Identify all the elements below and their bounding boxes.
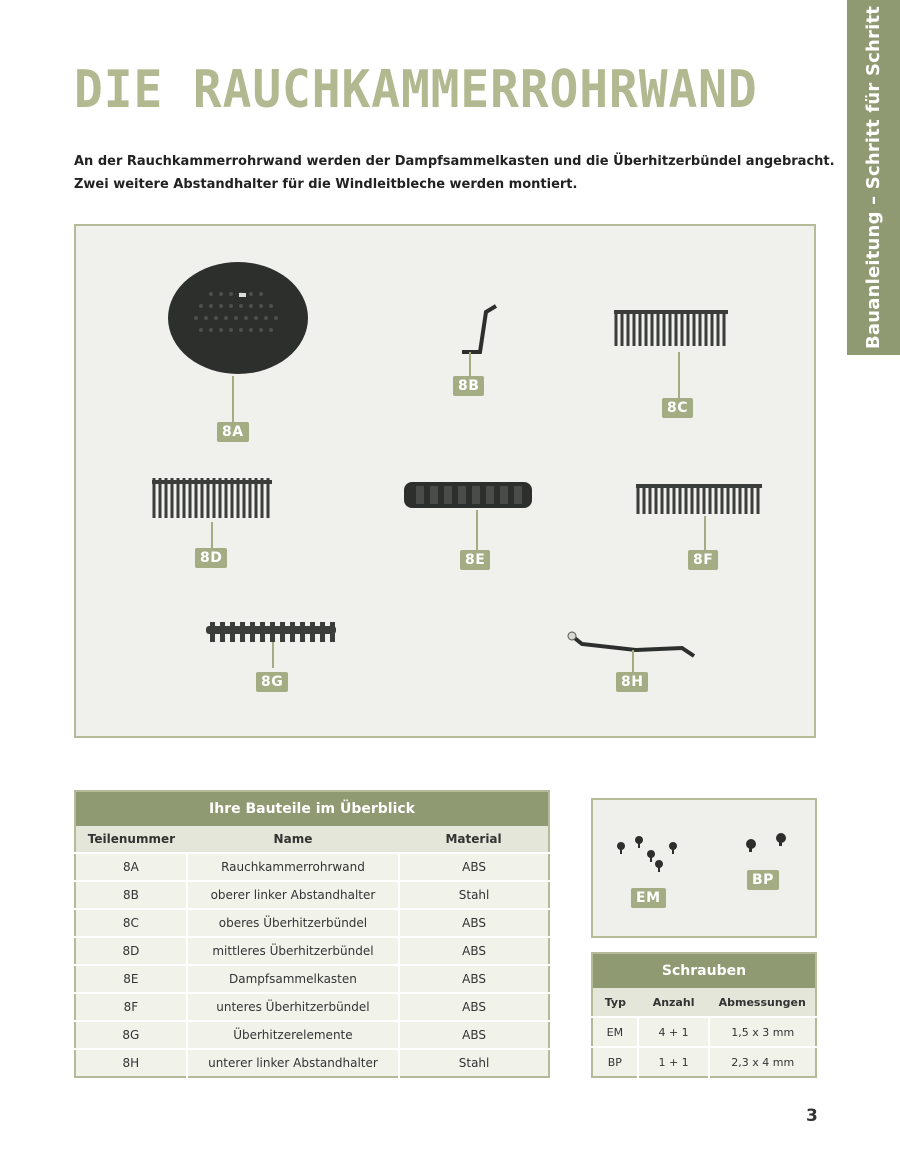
part-name: Rauchkammerrohrwand: [187, 853, 399, 881]
part-8h-spacer: [568, 632, 694, 676]
screw-size: 2,3 x 4 mm: [709, 1047, 816, 1077]
table-row: [592, 1017, 816, 1047]
part-number: 8B: [75, 881, 187, 909]
screw-count: 4 + 1: [638, 1017, 710, 1047]
part-name: Überhitzerelemente: [187, 1021, 399, 1049]
part-material: Stahl: [399, 881, 549, 909]
part-material: ABS: [399, 909, 549, 937]
screw-type: BP: [592, 1047, 638, 1077]
label-8h: 8H: [616, 672, 648, 692]
screws-table-header-count: Anzahl: [638, 988, 710, 1017]
parts-photo-drawing: [76, 226, 814, 736]
page-title: DIE RAUCHKAMMERROHRWAND: [74, 60, 758, 120]
table-row: [75, 993, 549, 1021]
label-8b: 8B: [453, 376, 484, 396]
side-tab: [847, 0, 900, 355]
screws-photo: [591, 798, 817, 938]
part-material: ABS: [399, 993, 549, 1021]
bp-screws: [746, 833, 786, 852]
parts-table-caption: Ihre Bauteile im Überblick: [75, 791, 549, 826]
part-number: 8H: [75, 1049, 187, 1077]
screw-type: EM: [592, 1017, 638, 1047]
label-8e: 8E: [460, 550, 490, 570]
table-row: [592, 1047, 816, 1077]
parts-overview-table: [74, 790, 550, 1078]
part-number: 8D: [75, 937, 187, 965]
table-row: [75, 937, 549, 965]
screw-size: 1,5 x 3 mm: [709, 1017, 816, 1047]
part-material: ABS: [399, 965, 549, 993]
label-8a: 8A: [217, 422, 249, 442]
screws-photo-drawing: [593, 800, 815, 936]
table-row: [75, 853, 549, 881]
part-8b-spacer: [462, 306, 496, 376]
part-name: unterer linker Abstandhalter: [187, 1049, 399, 1077]
label-8f: 8F: [688, 550, 718, 570]
part-material: ABS: [399, 853, 549, 881]
part-number: 8F: [75, 993, 187, 1021]
screws-table-header-size: Abmessungen: [709, 988, 816, 1017]
label-8g: 8G: [256, 672, 288, 692]
part-8e-steam-collector: [404, 482, 532, 550]
part-8c-superheater: [614, 310, 728, 398]
part-number: 8G: [75, 1021, 187, 1049]
part-material: ABS: [399, 937, 549, 965]
parts-table-header-material: Material: [399, 826, 549, 853]
part-8g-elements: [206, 622, 336, 668]
table-row: [75, 965, 549, 993]
label-8c: 8C: [662, 398, 693, 418]
table-row: [75, 909, 549, 937]
part-name: oberer linker Abstandhalter: [187, 881, 399, 909]
table-row: [75, 1021, 549, 1049]
intro-text: [74, 150, 835, 196]
part-8a-tube-plate: [168, 262, 308, 422]
intro-line-2: Zwei weitere Abstandhalter für die Windleitbleche werden montiert.: [74, 177, 578, 192]
part-name: Dampfsammelkasten: [187, 965, 399, 993]
part-number: 8A: [75, 853, 187, 881]
part-8d-superheater: [152, 478, 272, 548]
page-number: 3: [806, 1106, 818, 1126]
part-number: 8E: [75, 965, 187, 993]
em-screws: [617, 836, 677, 872]
screw-count: 1 + 1: [638, 1047, 710, 1077]
screws-table-header-type: Typ: [592, 988, 638, 1017]
table-row: [75, 1049, 549, 1077]
part-name: mittleres Überhitzerbündel: [187, 937, 399, 965]
screws-table: [591, 952, 817, 1078]
label-em: EM: [631, 888, 666, 908]
part-material: Stahl: [399, 1049, 549, 1077]
part-name: oberes Überhitzerbündel: [187, 909, 399, 937]
label-8d: 8D: [195, 548, 227, 568]
table-row: [75, 881, 549, 909]
part-material: ABS: [399, 1021, 549, 1049]
parts-table-header-name: Name: [187, 826, 399, 853]
part-number: 8C: [75, 909, 187, 937]
label-bp: BP: [747, 870, 779, 890]
side-tab-text: Bauanleitung – Schritt für Schritt: [863, 5, 885, 350]
parts-table-header-number: Teilenummer: [75, 826, 187, 853]
intro-line-1: An der Rauchkammerrohrwand werden der Dampfsammelkasten und die Überhitzerbündel angebracht.: [74, 154, 835, 169]
part-8f-superheater: [636, 484, 762, 550]
part-name: unteres Überhitzerbündel: [187, 993, 399, 1021]
screws-table-caption: Schrauben: [592, 953, 816, 988]
parts-photo: [74, 224, 816, 738]
